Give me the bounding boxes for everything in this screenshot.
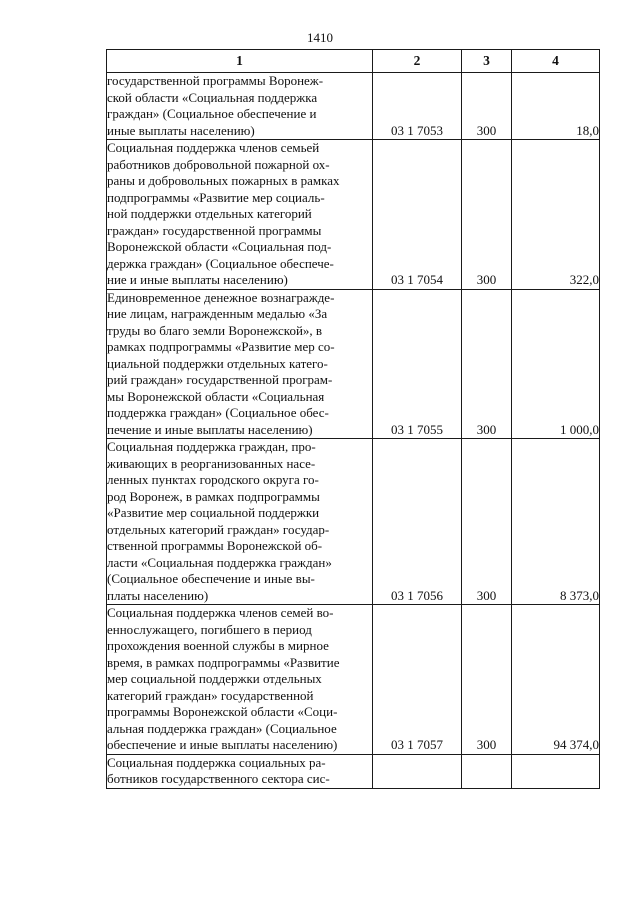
description-line: Социальная поддержка граждан, про- bbox=[107, 439, 316, 454]
column-header-4: 4 bbox=[512, 50, 600, 73]
description-line: граждан» (Социальное обеспечение и bbox=[107, 106, 317, 121]
row-expense-group bbox=[462, 754, 512, 788]
row-description bbox=[107, 754, 373, 788]
description-line: род Воронеж, в рамках подпрограммы bbox=[107, 488, 320, 504]
row-target-code: 03 1 7056 bbox=[373, 439, 462, 605]
description-line: циальной поддержки отдельных катего- bbox=[107, 355, 328, 371]
table-row bbox=[107, 605, 600, 755]
description-line: Социальная поддержка членов семьей bbox=[107, 140, 320, 155]
row-amount: 322,0 bbox=[512, 140, 600, 290]
description-line: Единовременное денежное вознагражде- bbox=[107, 289, 335, 305]
row-expense-group: 300 bbox=[462, 73, 512, 140]
row-description bbox=[107, 439, 373, 605]
description-line: ленных пунктах городского округа го- bbox=[107, 472, 319, 487]
row-amount: 8 373,0 bbox=[512, 439, 600, 605]
description-line: поддержка граждан» (Социальное обес- bbox=[107, 405, 329, 420]
description-line: «Развитие мер социальной поддержки bbox=[107, 505, 320, 520]
description-line: ской области «Социальная поддержка bbox=[107, 89, 318, 105]
description-line: обеспечение и иные выплаты населению) bbox=[107, 737, 338, 752]
row-target-code: 03 1 7054 bbox=[373, 140, 462, 290]
description-line: рий граждан» государственной програм- bbox=[107, 372, 333, 387]
description-line: отдельных категорий граждан» государ- bbox=[107, 521, 330, 537]
description-line: подпрограммы «Развитие мер социаль- bbox=[107, 189, 325, 205]
description-line: иные выплаты населению) bbox=[107, 122, 255, 138]
column-header-1: 1 bbox=[107, 50, 373, 73]
row-amount bbox=[512, 754, 600, 788]
description-line: мы Воронежской области «Социальная bbox=[107, 388, 325, 404]
description-line: мер социальной поддержки отдельных bbox=[107, 671, 322, 686]
column-header-2: 2 bbox=[373, 50, 462, 73]
description-line: альная поддержка граждан» (Социальное bbox=[107, 720, 337, 736]
page-number: 1410 bbox=[307, 30, 333, 45]
row-amount: 18,0 bbox=[512, 73, 600, 140]
description-line: живающих в реорганизованных насе- bbox=[107, 455, 316, 471]
description-line: программы Воронежской области «Соци- bbox=[107, 704, 338, 719]
table-row bbox=[107, 140, 600, 290]
description-line: труды во благо земли Воронежской», в bbox=[107, 322, 323, 338]
description-line: Социальная поддержка членов семей во- bbox=[107, 605, 334, 620]
row-target-code: 03 1 7057 bbox=[373, 605, 462, 755]
row-amount: 1 000,0 bbox=[512, 289, 600, 439]
description-line: время, в рамках подпрограммы «Развитие bbox=[107, 654, 340, 670]
column-header-3: 3 bbox=[462, 50, 512, 73]
row-expense-group: 300 bbox=[462, 289, 512, 439]
row-target-code: 03 1 7053 bbox=[373, 73, 462, 140]
description-line: ной поддержки отдельных категорий bbox=[107, 206, 312, 221]
row-target-code: 03 1 7055 bbox=[373, 289, 462, 439]
description-line: ласти «Социальная поддержка граждан» bbox=[107, 554, 332, 570]
table-row bbox=[107, 754, 600, 788]
description-line: ственной программы Воронежской об- bbox=[107, 538, 323, 553]
row-description bbox=[107, 605, 373, 755]
description-line: печение и иные выплаты населению) bbox=[107, 421, 313, 437]
description-line: рамках подпрограммы «Развитие мер со- bbox=[107, 339, 335, 354]
row-target-code bbox=[373, 754, 462, 788]
row-expense-group: 300 bbox=[462, 140, 512, 290]
description-line: прохождения военной службы в мирное bbox=[107, 638, 329, 653]
table-row bbox=[107, 289, 600, 439]
row-expense-group: 300 bbox=[462, 605, 512, 755]
table-header-row bbox=[107, 50, 600, 73]
row-description bbox=[107, 140, 373, 290]
table-body bbox=[107, 73, 600, 789]
description-line: (Социальное обеспечение и иные вы- bbox=[107, 571, 315, 586]
table-row bbox=[107, 439, 600, 605]
row-description bbox=[107, 289, 373, 439]
description-line: граждан» государственной программы bbox=[107, 222, 322, 238]
description-line: категорий граждан» государственной bbox=[107, 687, 314, 703]
row-description bbox=[107, 73, 373, 140]
description-line: держка граждан» (Социальное обеспече- bbox=[107, 255, 334, 271]
budget-table bbox=[106, 49, 600, 789]
description-line: раны и добровольных пожарных в рамках bbox=[107, 173, 340, 188]
description-line: государственной программы Воронеж- bbox=[107, 73, 324, 88]
description-line: ние лицам, награжденным медалью «За bbox=[107, 306, 328, 321]
description-line: Воронежской области «Социальная под- bbox=[107, 239, 332, 254]
description-line: работников добровольной пожарной ох- bbox=[107, 156, 330, 172]
description-line: ботников государственного сектора сис- bbox=[107, 771, 330, 786]
table-row bbox=[107, 73, 600, 140]
description-line: Социальная поддержка социальных ра- bbox=[107, 754, 326, 770]
row-amount: 94 374,0 bbox=[512, 605, 600, 755]
row-expense-group: 300 bbox=[462, 439, 512, 605]
description-line: ние и иные выплаты населению) bbox=[107, 272, 288, 287]
description-line: платы населению) bbox=[107, 587, 209, 603]
description-line: еннослужащего, погибшего в период bbox=[107, 621, 312, 637]
